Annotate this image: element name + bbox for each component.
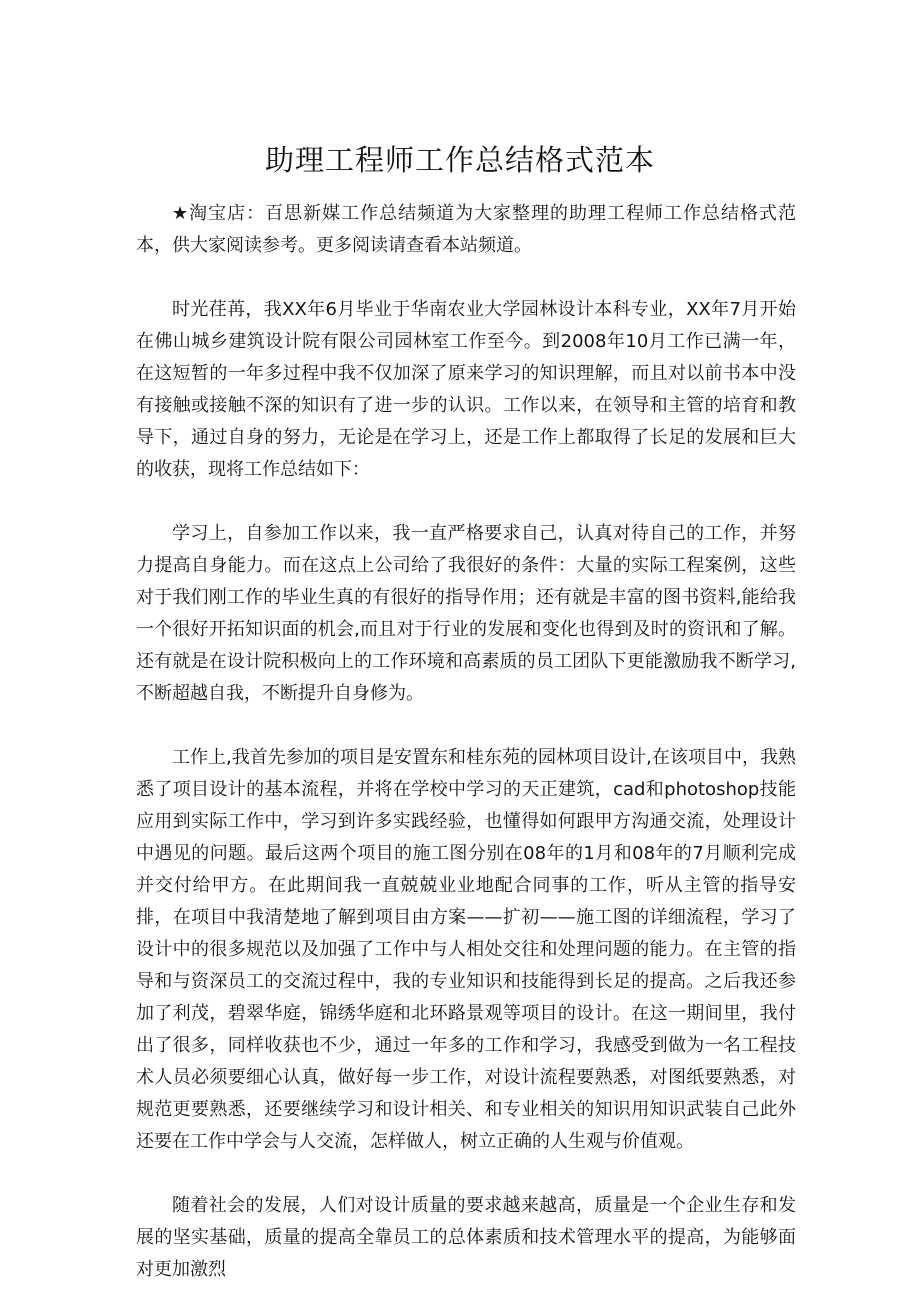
work-paragraph: 工作上,我首先参加的项目是安置东和桂东苑的园林项目设计,在该项目中，我熟悉了项目设计的基本流程，并将在学校中学习的天正建筑，cad和photoshop技能应用到实际工作中，学习到许多实践经验，也懂得如何跟甲方沟通交流，处理设计中遇见的问题。最后这两个项目的施工图分别在08年的1月和08年的7月顺利完成并交付给甲方。在此期间我一直兢兢业业地配合同事的工作，听从主管的指导安排，在项目中我清楚地了解到项目由方案——扩初——施工图的详细流程，学习了设计中的很多规范以及加强了工作中与人相处交往和处理问题的能力。在主管的指导和与资深员工的交流过程中，我的专业知识和技能得到长足的提高。之后我还参加了利茂，碧翠华庭，锦绣华庭和北环路景观等项目的设计。在这一期间里，我付出了很多，同样收获也不少，通过一年多的工作和学习，我感受到做为一名工程技术人员必须要细心认真，做好每一步工作，对设计流程要熟悉，对图纸要熟悉，对规范更要熟悉，还要继续学习和设计相关、和专业相关的知识用知识武装自己此外还要在工作中学会与人交流，怎样做人，树立正确的人生观与价值观。 bbox=[136, 747, 796, 1152]
quality-paragraph: 随着社会的发展，人们对设计质量的要求越来越高，质量是一个企业生存和发展的坚实基础，质量的提高全靠员工的总体素质和技术管理水平的提高，为能够面对更加激烈 bbox=[136, 1195, 796, 1280]
page-title: 助理工程师工作总结格式范本 bbox=[264, 143, 655, 177]
intro-paragraph: ★淘宝店：百思新媒工作总结频道为大家整理的助理工程师工作总结格式范本，供大家阅读参考。更多阅读请查看本站频道。 bbox=[136, 203, 796, 256]
background-paragraph: 时光荏苒，我XX年6月毕业于华南农业大学园林设计本科专业，XX年7月开始在佛山城乡建筑设计院有限公司园林室工作至今。到2008年10月工作已满一年，在这短暂的一年多过程中我不仅加深了原来学习的知识理解，而且对以前书本中没有接触或接触不深的知识有了进一步的认识。工作以来，在领导和主管的培育和教导下，通过自身的努力，无论是在学习上，还是工作上都取得了长足的发展和巨大的收获，现将工作总结如下： bbox=[136, 299, 796, 480]
study-paragraph: 学习上，自参加工作以来，我一直严格要求自己，认真对待自己的工作，并努力提高自身能力。而在这点上公司给了我很好的条件：大量的实际工程案例，这些对于我们刚工作的毕业生真的有很好的指导作用；还有就是丰富的图书资料,能给我一个很好开拓知识面的机会,而且对于行业的发展和变化也得到及时的资讯和了解。还有就是在设计院积极向上的工作环境和高素质的员工团队下更能激励我不断学习,不断超越自我，不断提升自身修为。 bbox=[136, 523, 796, 704]
document-body bbox=[136, 198, 796, 1286]
